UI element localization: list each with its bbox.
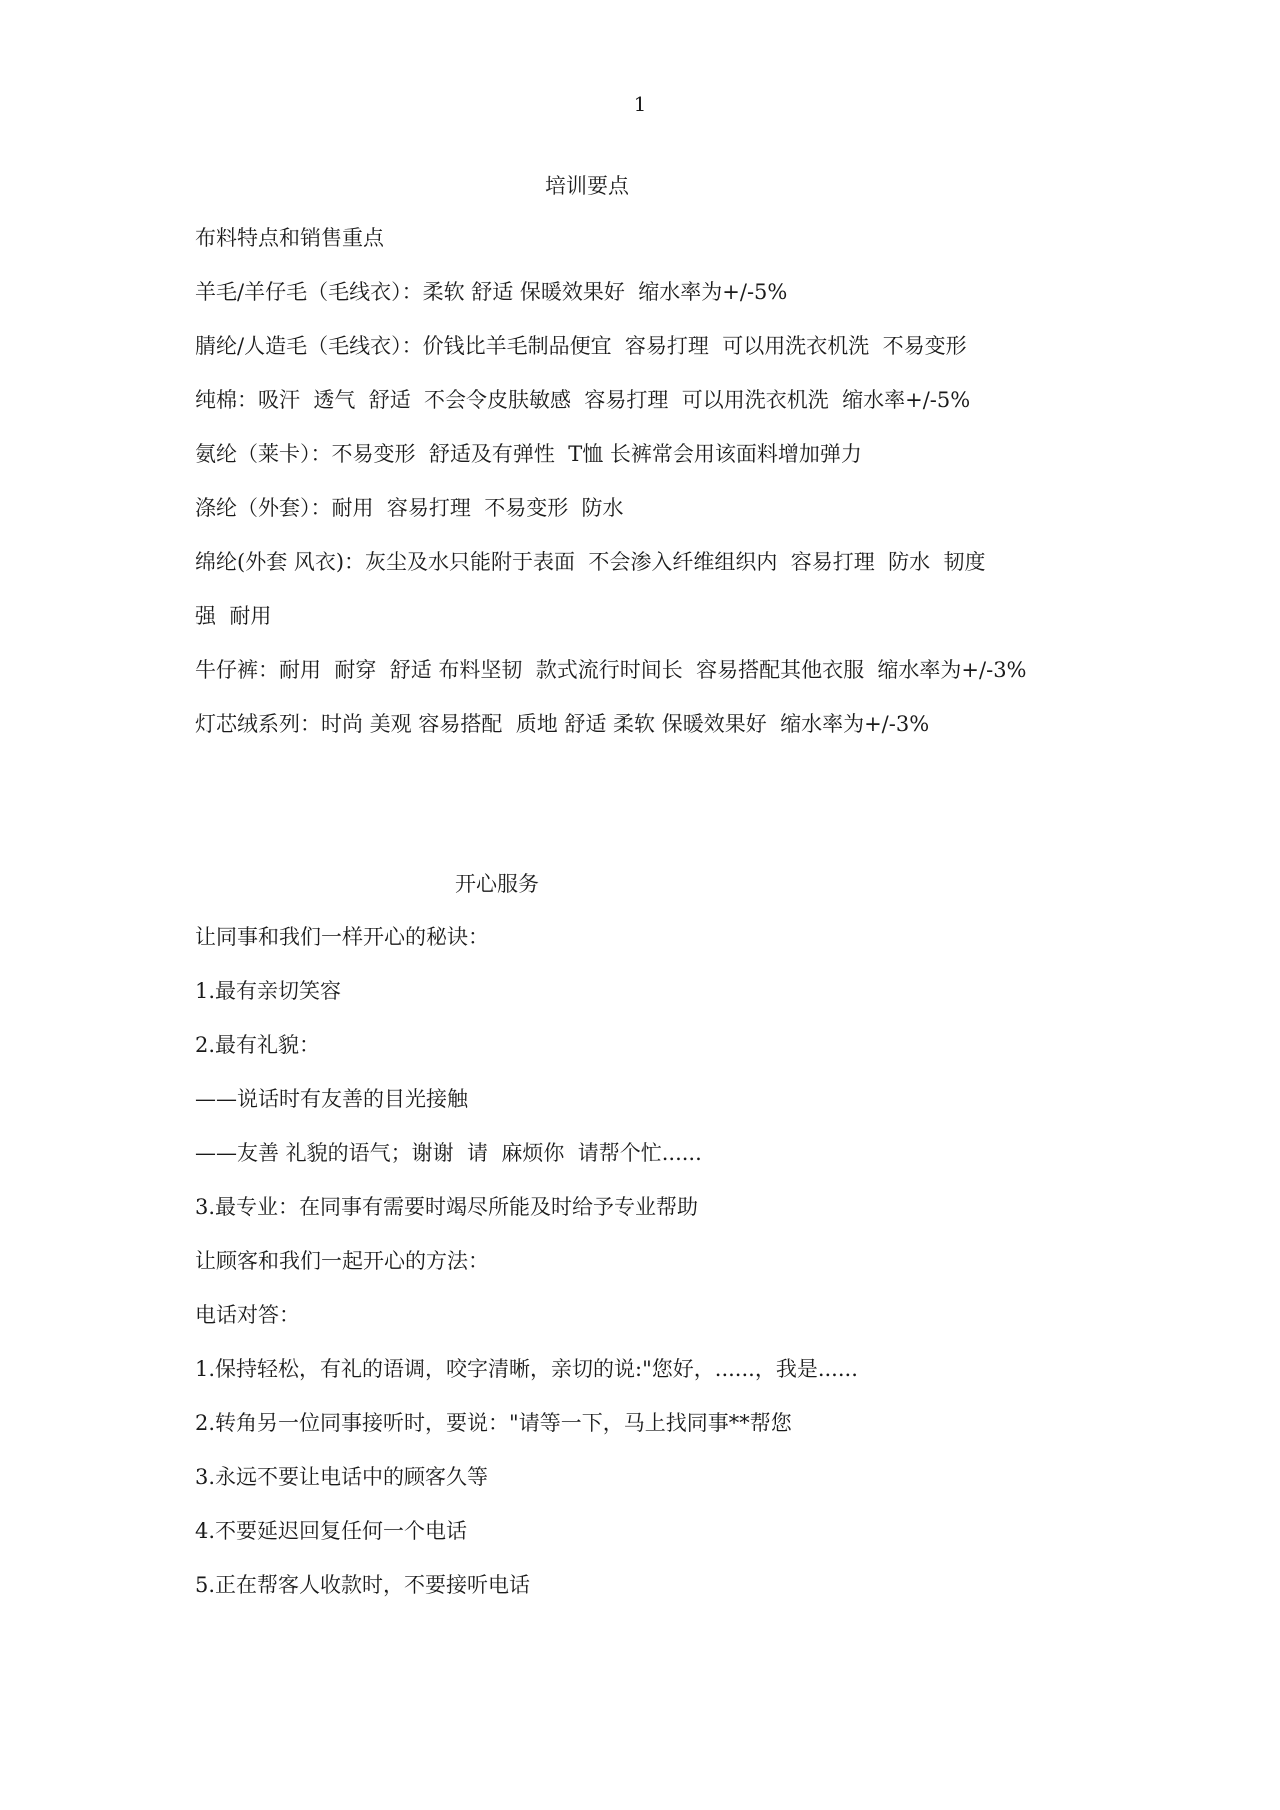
service-line-phone-3: 3.永远不要让电话中的顾客久等 [195, 1465, 489, 1489]
section-title-happy-service: 开心服务 [455, 872, 539, 896]
service-line-polite: 2.最有礼貌： [195, 1033, 321, 1057]
fabric-line-wool: 羊毛/羊仔毛（毛线衣）：柔软 舒适 保暖效果好 缩水率为+/-5% [195, 280, 788, 304]
service-line-eye-contact: ——说话时有友善的目光接触 [195, 1087, 468, 1111]
service-line-phone-5: 5.正在帮客人收款时，不要接听电话 [195, 1573, 531, 1597]
fabric-line-acrylic: 腈纶/人造毛（毛线衣）：价钱比羊毛制品便宜 容易打理 可以用洗衣机洗 不易变形 [195, 334, 967, 358]
section-title-training-points: 培训要点 [545, 174, 629, 198]
service-line-phone-2: 2.转角另一位同事接听时，要说："请等一下，马上找同事**帮您 [195, 1411, 792, 1435]
section-subtitle-fabric: 布料特点和销售重点 [195, 226, 384, 250]
service-line-customer-method: 让顾客和我们一起开心的方法： [195, 1249, 489, 1273]
service-line-smile: 1.最有亲切笑容 [195, 979, 342, 1003]
service-line-phone-heading: 电话对答： [195, 1303, 300, 1327]
fabric-line-spandex: 氨纶（莱卡）：不易变形 舒适及有弹性 T恤 长裤常会用该面料增加弹力 [195, 442, 862, 466]
fabric-line-polyester: 涤纶（外套）：耐用 容易打理 不易变形 防水 [195, 496, 624, 520]
happy-service-section [195, 910, 1195, 1612]
fabric-line-cotton: 纯棉：吸汗 透气 舒适 不会令皮肤敏感 容易打理 可以用洗衣机洗 缩水率+/-5% [195, 388, 971, 412]
service-line-colleague-secret: 让同事和我们一样开心的秘诀： [195, 925, 489, 949]
page-number: 1 [633, 92, 647, 116]
fabric-line-corduroy: 灯芯绒系列：时尚 美观 容易搭配 质地 舒适 柔软 保暖效果好 缩水率为+/-3% [195, 712, 930, 736]
service-line-tone: ——友善 礼貌的语气；谢谢 请 麻烦你 请帮个忙...... [195, 1141, 702, 1165]
service-line-phone-1: 1.保持轻松，有礼的语调，咬字清晰，亲切的说:"您好，......，我是...... [195, 1357, 858, 1381]
service-line-phone-4: 4.不要延迟回复任何一个电话 [195, 1519, 468, 1543]
fabric-line-nylon-cont: 强 耐用 [195, 604, 272, 628]
service-line-professional: 3.最专业：在同事有需要时竭尽所能及时给予专业帮助 [195, 1195, 699, 1219]
fabric-features-section [195, 211, 1195, 751]
fabric-line-jeans: 牛仔裤：耐用 耐穿 舒适 布料坚韧 款式流行时间长 容易搭配其他衣服 缩水率为+/-3% [195, 658, 1027, 682]
fabric-line-nylon: 绵纶(外套 风衣)：灰尘及水只能附于表面 不会渗入纤维组织内 容易打理 防水 韧度 [195, 550, 986, 574]
